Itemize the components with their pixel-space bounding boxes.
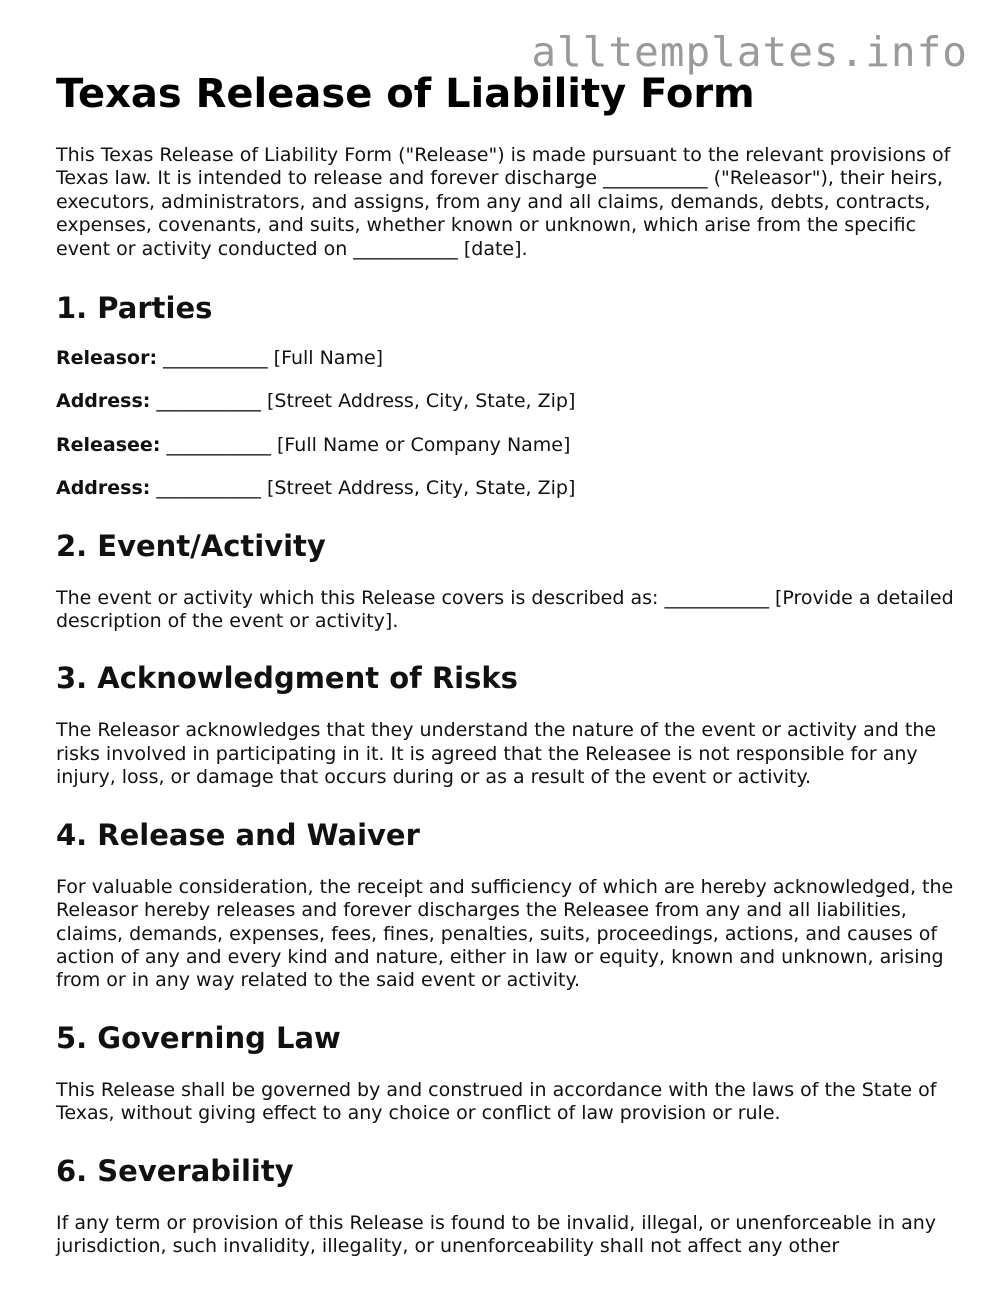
section-text-severability: If any term or provision of this Release is found to be invalid, illegal, or unenforceable in any jurisdiction, such invalidity, illegality, or unenforceability shall not affect any other	[56, 1211, 937, 1257]
section-text-law: This Release shall be governed by and construed in accordance with the laws of the State of Texas, without giving effect to any choice or conflict of law provision or rule.	[56, 1078, 937, 1125]
section-text-waiver: For valuable consideration, the receipt and sufficiency of which are hereby acknowledged, the Releasor hereby releases and forever discharges the Releasee from any and all liabilities, claims, demands, expenses, fees, fines, penalties, suits, proceedings, actions, and causes of action of any and every kind and nature, either in law or equity, known and unknown, arising from or in any way related to the said event or activity.	[56, 875, 954, 992]
section-text-risks: The Releasor acknowledges that they understand the nature of the event or activity and the risks involved in participating in it. It is agreed that the Releasee is not responsible for any injury, loss, or damage that occurs during or as a result of the event or activity.	[56, 719, 937, 789]
document-page	[56, 66, 956, 1258]
section-heading-severability: 6. Severability	[56, 1153, 294, 1188]
section-heading-waiver: 4. Release and Waiver	[56, 817, 420, 852]
section-heading-event: 2. Event/Activity	[56, 528, 326, 563]
party-field-releasor	[56, 347, 956, 370]
field-value: ___________ [Street Address, City, State, Zip]	[150, 477, 576, 500]
field-label: Releasor:	[56, 347, 158, 370]
page-title: Texas Release of Liability Form	[56, 71, 755, 117]
field-label: Address:	[56, 390, 151, 413]
section-heading-parties: 1. Parties	[56, 291, 213, 326]
party-field-releasee	[56, 434, 956, 457]
intro-paragraph: This Texas Release of Liability Form ("Release") is made pursuant to the relevant provisions of Texas law. It is intended to release and forever discharge ___________ ("Releasor"), their heirs, executors, administrators, and assigns, from any and all claims, demands, debts, contracts, expenses, covenants, and suits, whether known or unknown, which arise from the specific event or activity conducted on ___________ [date].	[56, 144, 951, 260]
field-value: ___________ [Full Name or Company Name]	[160, 433, 571, 456]
section-heading-law: 5. Governing Law	[56, 1020, 341, 1055]
section-heading-risks: 3. Acknowledgment of Risks	[56, 661, 518, 696]
field-label: Releasee:	[56, 433, 161, 456]
watermark: alltemplates.info	[531, 28, 968, 76]
party-field-releasor-address	[56, 390, 956, 413]
field-value: ___________ [Street Address, City, State, Zip]	[150, 390, 576, 413]
party-field-releasee-address	[56, 477, 956, 500]
field-label: Address:	[56, 477, 151, 500]
section-text-event: The event or activity which this Release covers is described as: ___________ [Provide a detailed description of the event or activity].	[56, 586, 954, 633]
field-value: ___________ [Full Name]	[157, 347, 384, 370]
